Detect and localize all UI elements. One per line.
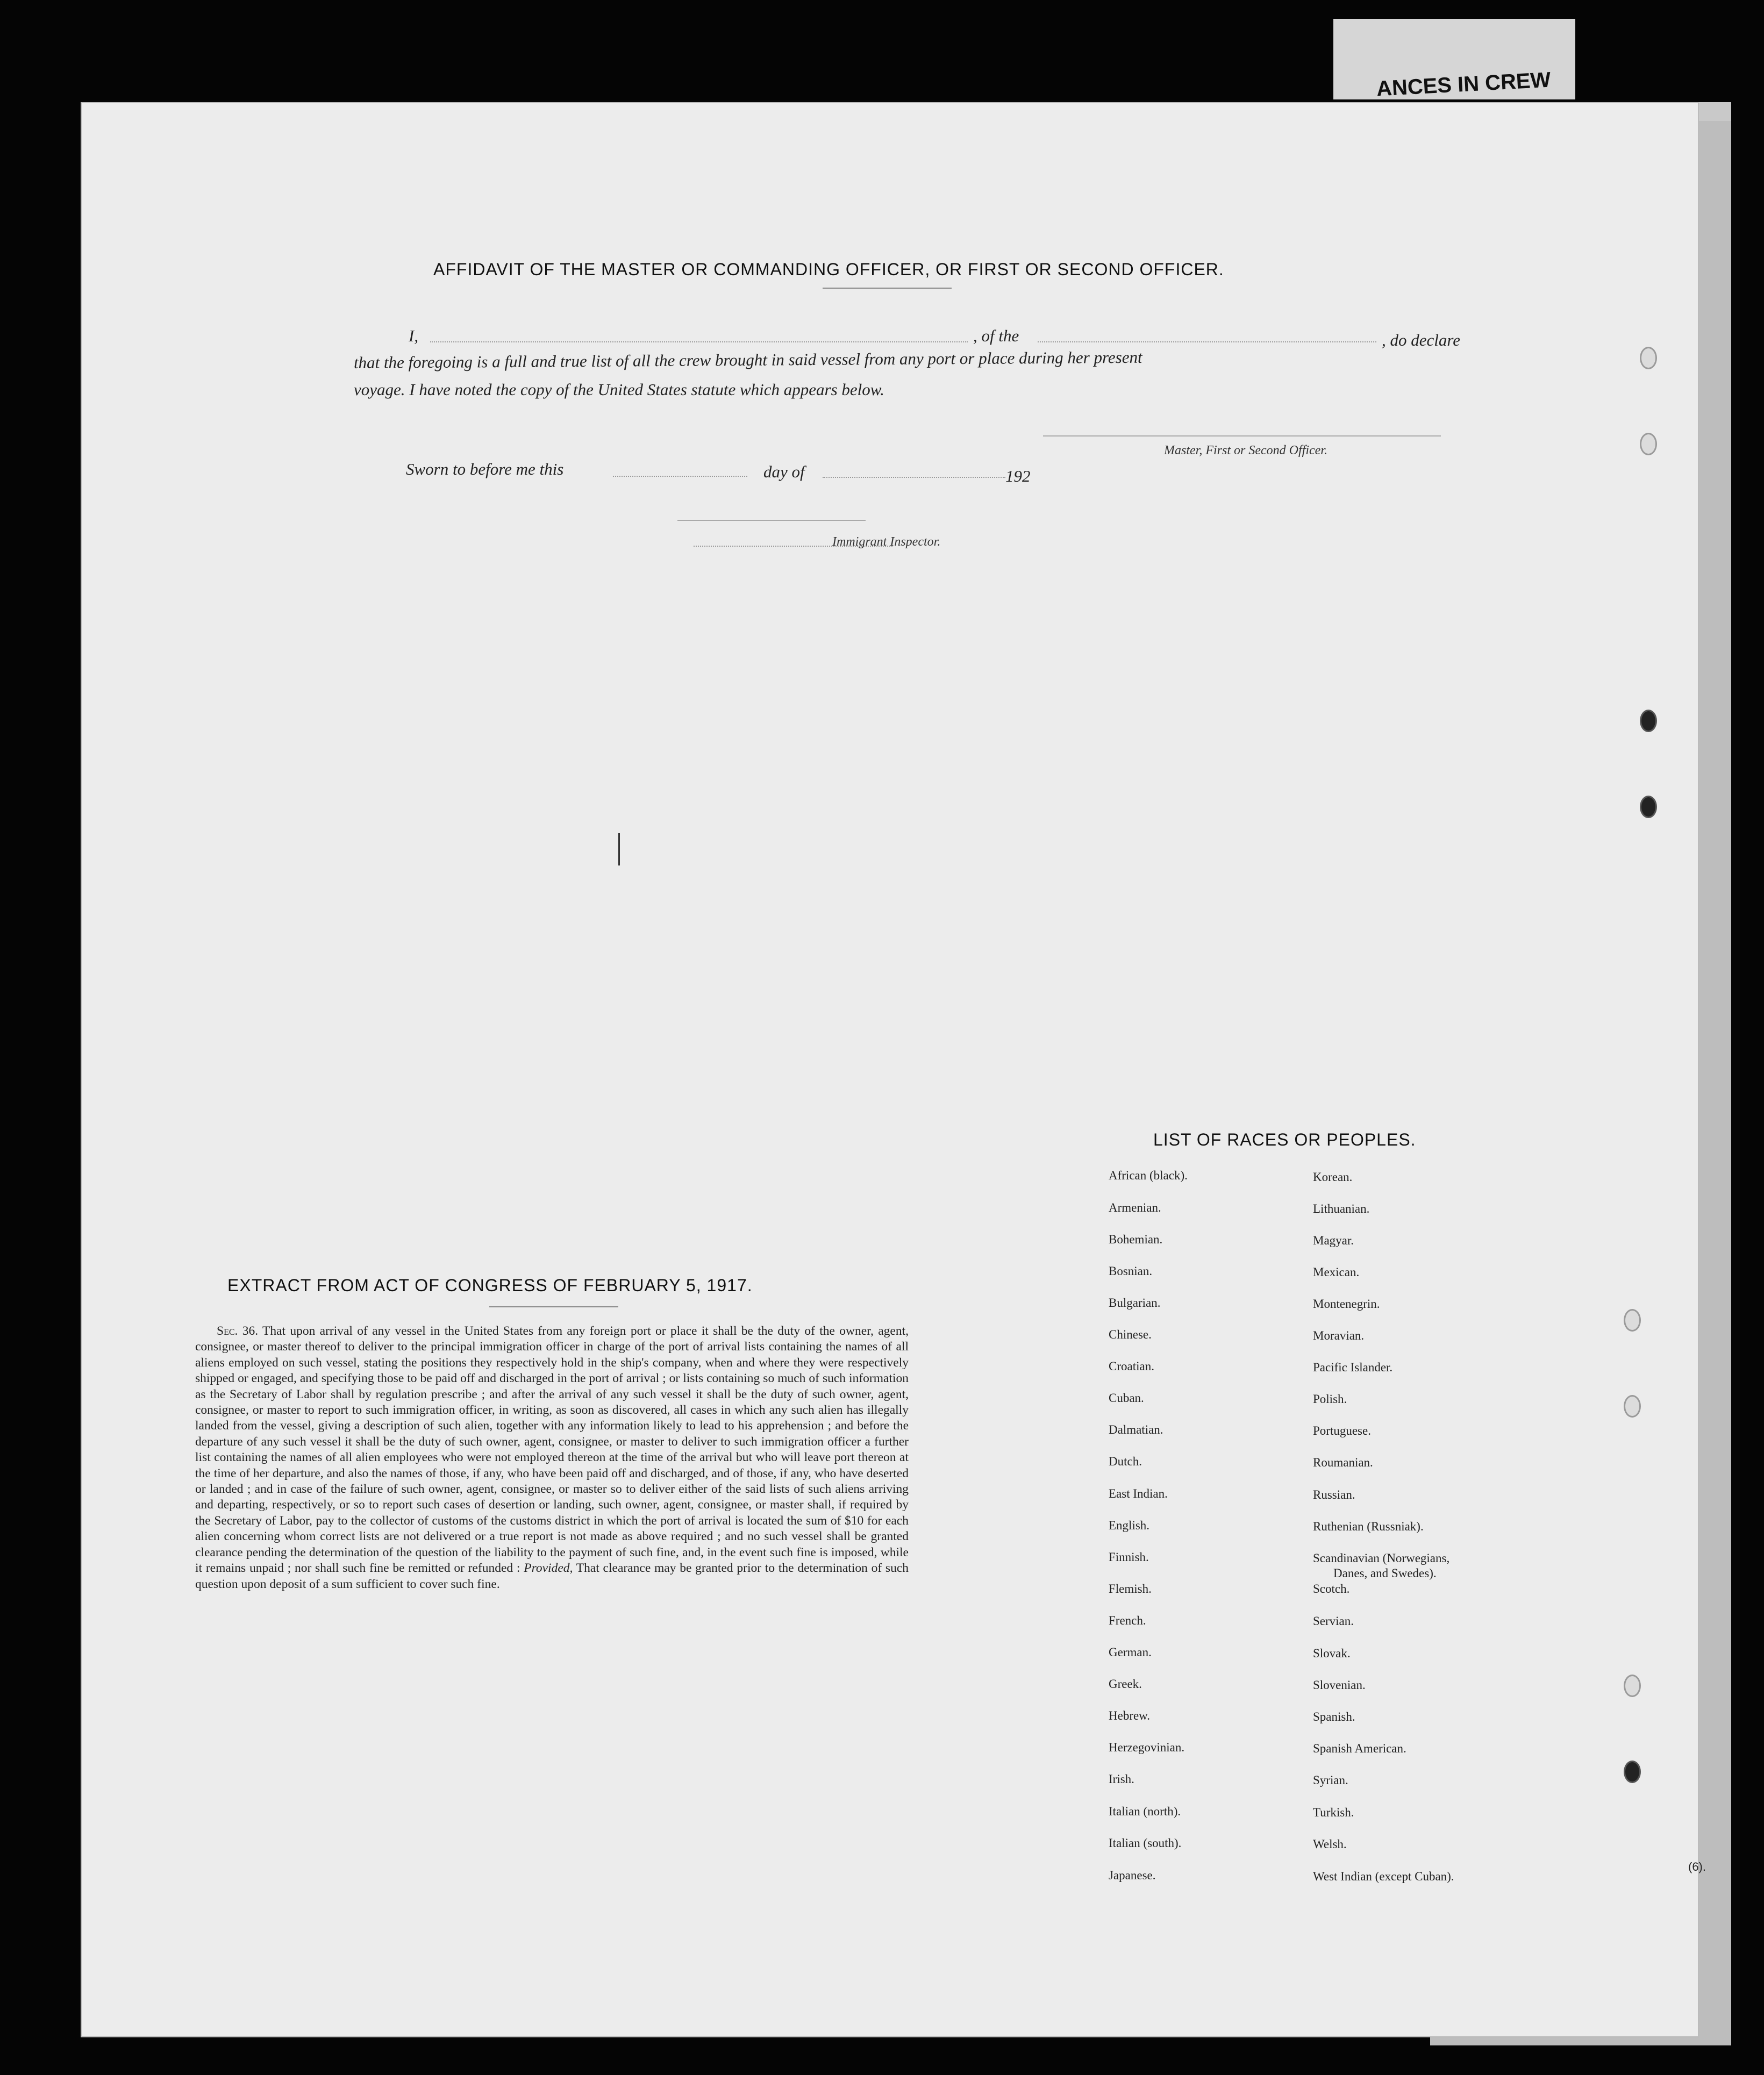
race-item: Magyar.: [1313, 1234, 1354, 1247]
race-item: Mexican.: [1313, 1265, 1360, 1279]
race-item: Croatian.: [1109, 1360, 1154, 1373]
race-item: Scandinavian (Norwegians,: [1313, 1551, 1450, 1565]
statute-body-end: That clearance may be granted prior to the determination of such question upon deposit of a sum sufficient to cover such fine.: [195, 1561, 909, 1591]
race-item: Lithuanian.: [1313, 1202, 1370, 1215]
race-item: Danes, and Swedes).: [1333, 1566, 1437, 1580]
race-item: Armenian.: [1109, 1201, 1161, 1214]
title-underline: [823, 288, 952, 289]
statute-text: [195, 1323, 909, 1592]
race-item: English.: [1109, 1519, 1150, 1532]
declare-label: , do declare: [1382, 331, 1461, 349]
race-item: African (black).: [1109, 1169, 1188, 1182]
race-item: Welsh.: [1313, 1837, 1347, 1851]
backing-sheet-label: ANCES IN CREW: [1376, 68, 1552, 101]
extract-title: EXTRACT FROM ACT OF CONGRESS OF FEBRUARY 5, 1917.: [227, 1276, 753, 1295]
day-of-label: day of: [763, 462, 805, 481]
inspector-caption: Immigrant Inspector.: [832, 535, 941, 549]
provided-label: Provided,: [524, 1561, 573, 1576]
binder-hole: [1624, 1395, 1641, 1418]
race-item: Ruthenian (Russniak).: [1313, 1520, 1424, 1533]
race-item: Hebrew.: [1109, 1709, 1151, 1722]
inspector-signature-line: [677, 520, 866, 521]
race-item: East Indian.: [1109, 1487, 1168, 1500]
race-item: Korean.: [1313, 1170, 1353, 1184]
affidavit-line-3: voyage. I have noted the copy of the United States statute which appears below.: [354, 380, 884, 399]
race-item: Syrian.: [1313, 1773, 1348, 1787]
document-page: [81, 102, 1699, 2037]
race-item: Cuban.: [1109, 1391, 1144, 1405]
race-item: Finnish.: [1109, 1550, 1149, 1564]
race-item: Herzegovinian.: [1109, 1741, 1185, 1754]
sworn-month-line: [823, 477, 1005, 478]
race-item: Pacific Islander.: [1313, 1361, 1393, 1374]
binder-hole: [1624, 1309, 1641, 1332]
race-item: Japanese.: [1109, 1869, 1156, 1882]
race-item: Chinese.: [1109, 1328, 1152, 1341]
binder-hole: [1640, 796, 1657, 818]
race-item: Polish.: [1313, 1392, 1347, 1406]
race-item: Moravian.: [1313, 1329, 1365, 1342]
binder-hole: [1640, 433, 1657, 455]
race-item: Dalmatian.: [1109, 1423, 1163, 1436]
affidavit-title: AFFIDAVIT OF THE MASTER OR COMMANDING OFFICER, OR FIRST OR SECOND OFFICER.: [433, 260, 1224, 279]
race-item: Bulgarian.: [1109, 1296, 1161, 1310]
race-item: Russian.: [1313, 1488, 1355, 1501]
race-item: Greek.: [1109, 1677, 1142, 1691]
binder-hole: [1624, 1761, 1641, 1783]
race-item: German.: [1109, 1645, 1152, 1659]
race-item: Italian (north).: [1109, 1805, 1181, 1818]
race-item: French.: [1109, 1614, 1146, 1627]
race-item: Montenegrin.: [1313, 1297, 1380, 1311]
race-item: Italian (south).: [1109, 1836, 1182, 1850]
section-label: Sec. 36.: [217, 1324, 259, 1338]
binder-hole: [1624, 1675, 1641, 1697]
sworn-label: Sworn to before me this: [406, 460, 564, 478]
race-item: Bosnian.: [1109, 1264, 1153, 1278]
binder-hole: [1640, 347, 1657, 369]
affiant-label: I,: [409, 326, 419, 345]
sworn-day-line: [613, 476, 747, 477]
vessel-of-label: , of the: [973, 326, 1019, 345]
affiant-name-line: [430, 341, 968, 342]
race-item: Slovenian.: [1313, 1678, 1366, 1692]
race-item: Servian.: [1313, 1614, 1354, 1628]
race-item: Dutch.: [1109, 1455, 1142, 1468]
race-item: Irish.: [1109, 1772, 1134, 1786]
affidavit-line-2: that the foregoing is a full and true list of all the crew brought in said vessel from any port or place during her present: [353, 347, 1142, 372]
statute-body: That upon arrival of any vessel in the United States from any foreign port or place it shall be the duty of the owner, agent, consignee, or master thereof to deliver to the principal immigration officer in charge of the port of arrival lists containing the names of all aliens employed on such vessel, stating the positions they respectively hold in the ship's company, when and where they were respectively shipped or engaged, and specifying those to be paid off and discharged in the port of arrival ; or lists containing so much of such information as the Secretary of Labor shall by regulation prescribe ; and after the arrival of any such vessel it shall be the duty of such owner, agent, consignee, or master to report to such immigration officer, in writing, as soon as discovered, all cases in which any such alien has illegally landed from the vessel, giving a description of such alien, together with any information likely to lead to his apprehension ; and before the departure of any such vessel it shall be the duty of such owner, agent, consignee, or master to deliver to such immigration officer a further list containing the names of all alien employees who were not employed thereon at the time of the arrival but who will leave port thereon at the time of her departure, and also the names of those, if any, who have been paid off and discharged, and of those, if any, who have deserted or landed ; and in case of the failure of such owner, agent, consignee, or master so to deliver either of the said lists of such aliens arriving and departing, respectively, or so to report such cases of desertion or landing, such owner, agent, consignee, or master shall, if required by the Secretary of Labor, pay to the collector of customs of the customs district in which the port of arrival is located the sum of $10 for each alien concerning whom correct lists are not delivered or a true report is not made as above required ; and no such vessel shall be granted clearance pending the determination of the question of the liability to the payment of such fine, and, in the event such fine is imposed, while it remains unpaid ; nor shall such fine be remitted or refunded :: [195, 1324, 909, 1576]
year-label: 192: [1005, 467, 1031, 485]
race-item: Spanish.: [1313, 1710, 1355, 1723]
binder-hole: [1640, 710, 1657, 732]
race-item: Scotch.: [1313, 1582, 1350, 1595]
signature-caption: Master, First or Second Officer.: [1164, 443, 1327, 457]
signature-line: [1043, 435, 1441, 437]
race-item: West Indian (except Cuban).: [1313, 1870, 1454, 1883]
extract-underline: [489, 1306, 618, 1307]
race-item: Bohemian.: [1109, 1233, 1163, 1246]
race-item: Portuguese.: [1313, 1424, 1371, 1437]
pencil-mark: [618, 833, 620, 865]
race-item: Roumanian.: [1313, 1456, 1373, 1469]
margin-page-number: (6).: [1688, 1860, 1706, 1873]
race-item: Turkish.: [1313, 1806, 1354, 1819]
vessel-name-line: [1038, 341, 1376, 342]
races-title: LIST OF RACES OR PEOPLES.: [1153, 1130, 1416, 1149]
race-item: Flemish.: [1109, 1582, 1152, 1595]
race-item: Spanish American.: [1313, 1742, 1406, 1755]
race-item: Slovak.: [1313, 1647, 1351, 1660]
